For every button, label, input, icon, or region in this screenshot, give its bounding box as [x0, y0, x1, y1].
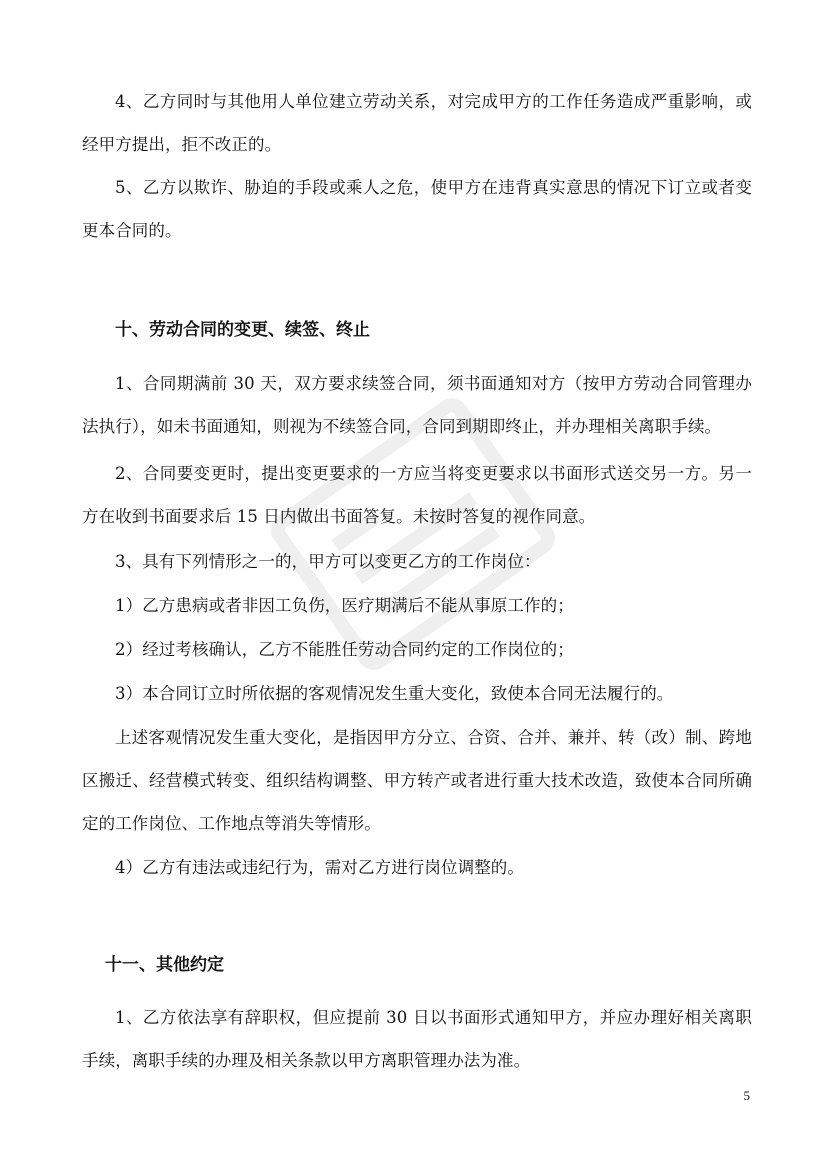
- section-10-item-3: 3、具有下列情形之一的，甲方可以变更乙方的工作岗位：: [115, 552, 541, 571]
- page-number: 5: [743, 1088, 750, 1103]
- section-10-sub-3: 3）本合同订立时所依据的客观情况发生重大变化，致使本合同无法履行的。: [115, 684, 674, 703]
- section-11-item-1: 1、乙方依法享有辞职权，但应提前 30 日以书面形式通知甲方，并应办理好相关离职手续，离职手续的办理及相关条款以甲方离职管理办法为准。: [82, 1008, 752, 1070]
- section-10-item-2: 2、合同要变更时，提出变更要求的一方应当将变更要求以书面形式送交另一方。另一方在收到书面要求后 15 日内做出书面答复。未按时答复的视作同意。: [82, 464, 752, 526]
- section-10-sub-4: 4）乙方有违法或违纪行为，需对乙方进行岗位调整的。: [115, 858, 524, 877]
- section-10-heading: 十、劳动合同的变更、续签、终止: [115, 320, 370, 340]
- clause-5: 5、乙方以欺诈、胁迫的手段或乘人之危，使甲方在违背真实意思的情况下订立或者变更本合同的。: [82, 178, 752, 240]
- section-11-heading: 十一、其他约定: [105, 955, 224, 975]
- section-10-note: 上述客观情况发生重大变化，是指因甲方分立、合资、合并、兼并、转（改）制、跨地区搬迁、经营模式转变、组织结构调整、甲方转产或者进行重大技术改造，致使本合同所确定的工作岗位、工作地点等消失等情形。: [82, 728, 752, 833]
- section-10-sub-1: 1）乙方患病或者非因工负伤，医疗期满后不能从事原工作的；: [115, 596, 574, 615]
- section-10-item-1: 1、合同期满前 30 天，双方要求续签合同，须书面通知对方（按甲方劳动合同管理办法执行），如未书面通知，则视为不续签合同，合同到期即终止，并办理相关离职手续。: [82, 374, 752, 436]
- clause-4: 4、乙方同时与其他用人单位建立劳动关系，对完成甲方的工作任务造成严重影响，或经甲方提出，拒不改正的。: [82, 92, 752, 154]
- section-10-sub-2: 2）经过考核确认，乙方不能胜任劳动合同约定的工作岗位的；: [115, 640, 574, 659]
